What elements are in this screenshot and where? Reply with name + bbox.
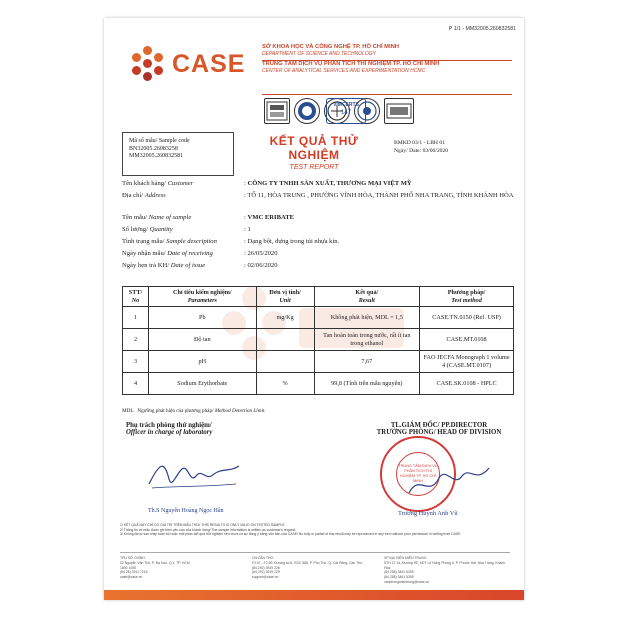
column-header: Phương pháp/ Test method — [420, 287, 514, 307]
lab-officer-title-en: Officer in charge of laboratory — [126, 429, 213, 436]
footer-email: vanphongmientrung@case.vn — [384, 579, 430, 584]
info-row-date-issue — [122, 262, 514, 274]
footer-phone: (84.292) 3919 226 — [252, 565, 280, 570]
info-value: : Dạng bột, đựng trong túi nhựa kín. — [244, 238, 340, 245]
footer-address: 02 Nguyễn Văn Thủ, P. Đa Kao, Q.1, TP. HCM — [120, 560, 190, 565]
info-row-address — [122, 192, 514, 214]
vimcerts-badge — [326, 98, 366, 124]
table-row — [123, 329, 514, 351]
sample-info — [122, 180, 514, 274]
info-row-date-received — [122, 250, 514, 262]
info-label: Ngày nhận mẫu/ Date of receiving — [122, 250, 213, 257]
table-header-row — [123, 287, 514, 307]
info-row-sample-name — [122, 214, 514, 226]
table-row — [123, 307, 514, 329]
footer-title: CN CẦN THƠ — [252, 556, 274, 560]
cell-method: CASE.MT.0108 — [420, 329, 514, 351]
info-row-quantity — [122, 226, 514, 238]
info-value: : TỔ 11, HÒA TRUNG , PHƯỜNG VĨNH HÒA, THÀNH PHỐ NHA TRANG, TỈNH KHÁNH HÒA — [244, 192, 514, 199]
logo-text: CASE — [172, 50, 246, 78]
lab-officer-signature-icon — [144, 454, 244, 494]
department-vn: SỞ KHOA HỌC VÀ CÔNG NGHỆ TP. HỒ CHÍ MINH — [262, 44, 399, 50]
note-line: 2/ Thông tin về mẫu được ghi theo yêu cầu của khách hàng/ The sample information is written as customer's request. — [120, 527, 297, 532]
footer-address: F2.67 - F2.69, Đường số 6, KDC 586, P. Phú Thứ, Q. Cái Răng, Cần Thơ — [252, 560, 363, 565]
cell-method: CASE.SK.0108 - HPLC — [420, 373, 514, 395]
vimcerts-label: VIMCERTS — [333, 102, 359, 108]
case-logo — [130, 46, 250, 82]
cell-result: 99,8 (Tính trên mẫu nguyên) — [314, 373, 420, 395]
footer-phone: (84.258) 3461 5255 — [384, 570, 414, 575]
cell-param: Sodium Erythorbate — [148, 373, 256, 395]
info-value: : 26/05/2020 — [244, 250, 278, 257]
sample-code-1: BN32005.26083258 — [129, 145, 178, 152]
note-line: 3/ Không được sao chép toàn bộ hoặc một phần kết quả thử nghiệm nếu chưa có sự đồng ý bằng văn bản của CASE/ No fully or partial of this result may be reproduced in any form without prior permission in writing from CASE. — [120, 532, 462, 537]
footer-title: TRỤ SỞ CHÍNH — [120, 556, 145, 560]
cell-no: 4 — [123, 373, 149, 395]
info-value: : CÔNG TY TNHH SẢN XUẤT, THƯƠNG MẠI VIỆT MỸ — [244, 180, 412, 187]
accreditation-badge-icon — [384, 98, 414, 124]
note-line: 1/ KẾT QUẢ NÀY CHỈ CÓ GIÁ TRỊ TRÊN MẪU THỬ/ THIS RESULTS IS ONLY VALID ON TESTED SAMPLE. — [120, 523, 286, 527]
footer-email: case@case.vn — [120, 575, 143, 580]
report-title-vn: KẾT QUẢ THỬ NGHIỆM — [269, 134, 359, 162]
footer-phone: (84.28) 3911 7216 — [120, 570, 148, 575]
footer-email: support@case.vn — [252, 575, 279, 580]
header-divider — [262, 94, 512, 95]
footer-head-office — [120, 556, 245, 580]
footer-fax: (84.292) 3919 229 — [252, 570, 280, 575]
page-reference: P 1/1 - MM32005.260832581 — [448, 26, 516, 32]
cell-method: CASE.TN.0150 (Ref. USP) — [420, 307, 514, 329]
case-logo-icon — [130, 46, 166, 82]
sample-code-2: MM32005.260832581 — [129, 153, 184, 159]
info-label: Địa chỉ/ Address — [122, 192, 166, 199]
department-en: DEPARTMENT OF SCIENCE AND TECHNOLOGY — [262, 51, 376, 57]
report-title — [244, 134, 384, 172]
cell-param: Pb — [148, 307, 256, 329]
info-label: Tên mẫu/ Name of sample — [122, 214, 192, 221]
report-notes — [120, 523, 510, 537]
header-divider — [262, 60, 512, 61]
cell-unit: mg/Kg — [256, 307, 314, 329]
report-title-en: TEST REPORT — [289, 164, 339, 171]
director-title: TL.GIÁM ĐỐC/ PP.DIRECTOR — [390, 422, 488, 429]
lab-officer-name: Th.S Nguyễn Hoàng Ngọc Hân — [148, 508, 224, 514]
info-label: Số lượng/ Quantity — [122, 226, 173, 233]
afaq-badge-icon — [264, 98, 290, 124]
footer-can-tho — [252, 556, 377, 580]
center-en: CENTER OF ANALYTICAL SERVICES AND EXPERIMENTATION HCMC — [262, 68, 426, 74]
cell-no: 2 — [123, 329, 149, 351]
organization-header — [262, 44, 512, 74]
test-report-page — [104, 18, 524, 600]
director-signature-icon — [404, 458, 494, 508]
cell-param: pH — [148, 351, 256, 373]
center-vn: TRUNG TÂM DỊCH VỤ PHÂN TÍCH THÍ NGHIỆM TP. HỒ CHÍ MINH — [262, 61, 440, 67]
footer-hotline: 1800 1085 — [120, 565, 137, 570]
form-code: BMKD 03/1 - LBH 01 — [394, 140, 445, 146]
footer-fax: (84.258) 3461 5355 — [384, 575, 414, 580]
footer-address: STH 27.16, Đường 9E, KĐT Lê Hồng Phong II, P. Phước Hải, Nha Trang, Khánh Hòa — [384, 560, 506, 570]
cell-result: 7,67 — [314, 351, 420, 373]
footer-color-bar — [104, 590, 524, 600]
info-label: Tình trạng mẫu/ Sample description — [122, 238, 217, 245]
cell-unit — [256, 351, 314, 373]
table-row — [123, 373, 514, 395]
form-reference — [394, 140, 514, 155]
column-header: Kết quả/ Result — [314, 287, 420, 307]
info-value: : 1 — [244, 226, 251, 233]
cell-no: 1 — [123, 307, 149, 329]
cell-unit: % — [256, 373, 314, 395]
info-row-description — [122, 238, 514, 250]
cell-method: FAO JECFA Monograph 1 volume 4 (CASE.MT.0107) — [420, 351, 514, 373]
cell-result: Không phát hiện, MDL = 1,5 — [314, 307, 420, 329]
results-table — [122, 286, 514, 395]
cell-param: Độ tan — [148, 329, 256, 351]
info-value: : 02/06/2020 — [244, 262, 278, 269]
mdl-note: MDL Ngưỡng phát hiện của phương pháp/ Method Detection Limit. — [122, 408, 266, 414]
footer-central-office — [384, 556, 509, 585]
cell-no: 3 — [123, 351, 149, 373]
iqnet-badge-icon — [294, 98, 320, 124]
column-header: Chỉ tiêu kiểm nghiệm/ Parameters — [148, 287, 256, 307]
column-header: Đơn vị tính/ Unit — [256, 287, 314, 307]
director-name: Trương Huỳnh Anh Vũ — [398, 510, 458, 517]
report-date: Ngày/ Date: 03/06/2020 — [394, 147, 449, 154]
lab-officer-title-vn: Phụ trách phòng thử nghiệm/ — [126, 422, 212, 429]
sample-code-box — [122, 132, 234, 176]
info-label: Ngày hẹn trả KH/ Date of issue — [122, 262, 206, 269]
cell-result: Tan hoàn toàn trong nước, rất ít tan trong ethanol — [314, 329, 420, 351]
sample-code-label: Mã số mẫu/ Sample code — [129, 138, 190, 144]
table-row — [123, 351, 514, 373]
lab-officer-block — [126, 422, 286, 436]
info-value: : VMC ERIBATE — [244, 214, 295, 221]
vimcerts-number: 147 — [340, 110, 351, 116]
column-header: STT/ No — [123, 287, 149, 307]
info-label: Tên khách hàng/ Customer — [122, 180, 194, 187]
info-row-customer — [122, 180, 514, 192]
footer-title: VP ĐẠI DIỆN MIỀN TRUNG — [384, 556, 427, 560]
division-head-title: TRƯỞNG PHÒNG/ HEAD OF DIVISION — [376, 429, 502, 436]
stamp-text: TRUNG TÂM DỊCH VỤ PHÂN TÍCH THÍ NGHIỆM TP. HỒ CHÍ MINH — [396, 452, 440, 496]
cell-unit — [256, 329, 314, 351]
contact-footer — [120, 552, 510, 584]
director-block — [364, 422, 514, 436]
